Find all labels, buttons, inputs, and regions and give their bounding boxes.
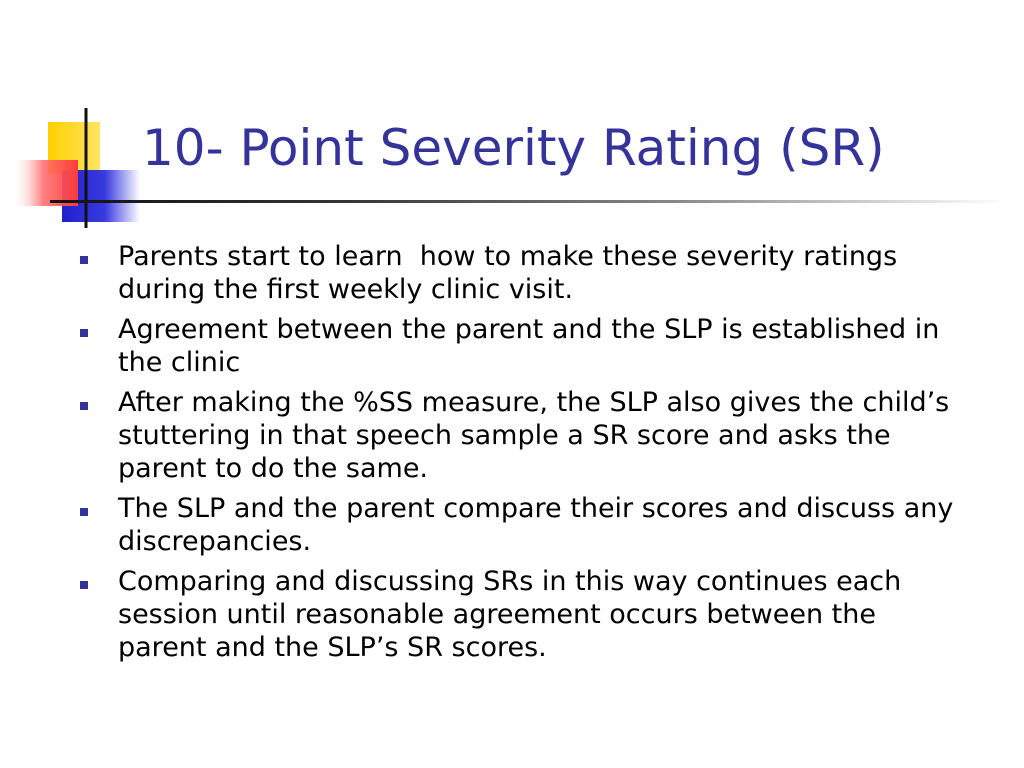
bullet-text: Agreement between the parent and the SLP is established in the clinic — [118, 314, 948, 378]
title-divider — [50, 200, 1010, 203]
square-bullet-icon — [80, 581, 88, 589]
bullet-list — [80, 240, 960, 671]
bullet-text: Comparing and discussing SRs in this way continues each session until reasonable agreement occurs between the parent and the SLP’s SR scores. — [118, 566, 910, 663]
square-bullet-icon — [80, 329, 88, 337]
bullet-item — [80, 565, 960, 664]
bullet-item — [80, 492, 960, 558]
decorative-squares-logo — [0, 100, 150, 230]
square-bullet-icon — [80, 508, 88, 516]
bullet-text: After making the %SS measure, the SLP also gives the child’s stuttering in that speech sample a SR score and asks the parent to do the same. — [118, 387, 958, 484]
bullet-text: Parents start to learn how to make these severity ratings during the first weekly clinic visit. — [118, 241, 906, 305]
bullet-item — [80, 313, 960, 379]
slide-title: 10- Point Severity Rating (SR) — [142, 119, 885, 177]
square-bullet-icon — [80, 402, 88, 410]
bullet-item — [80, 240, 960, 306]
bullet-item — [80, 386, 960, 485]
bullet-text: The SLP and the parent compare their scores and discuss any discrepancies. — [118, 493, 962, 557]
square-bullet-icon — [80, 256, 88, 264]
